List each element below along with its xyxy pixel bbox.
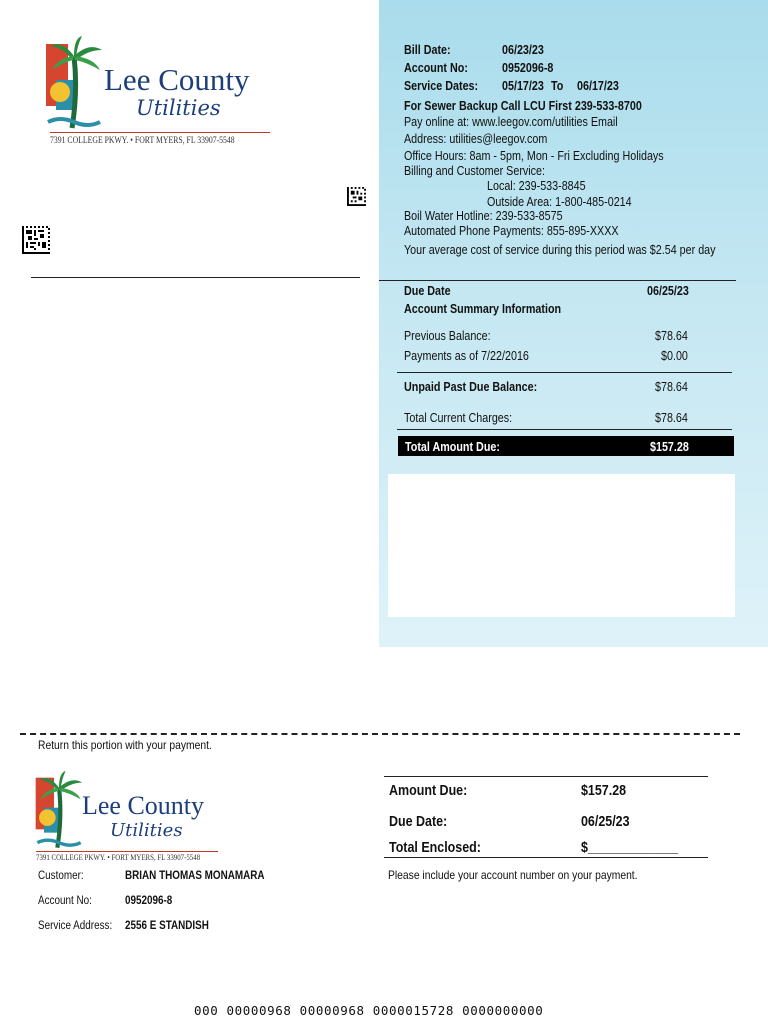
datamatrix-code-icon xyxy=(22,226,50,254)
summary-bottom-rule xyxy=(397,429,732,430)
logo-divider-small xyxy=(36,851,218,852)
address-window-divider xyxy=(31,277,360,278)
logo-subtitle: Utilities xyxy=(136,96,221,120)
tear-off-line xyxy=(20,733,740,735)
summary-mid-rule xyxy=(397,372,732,373)
automated-payments-phone: Automated Phone Payments: 855-895-XXXX xyxy=(404,224,619,238)
average-cost-note: Your average cost of service during this period was $2.54 per day xyxy=(404,243,716,257)
email-address-info: Address: utilities@leegov.com xyxy=(404,132,548,146)
account-number-label: Account No: xyxy=(404,61,468,75)
total-amount-due-label: Total Amount Due: xyxy=(405,440,500,454)
unpaid-balance-value: $78.64 xyxy=(655,380,688,394)
bill-date-label: Bill Date: xyxy=(404,43,451,57)
unpaid-balance-label: Unpaid Past Due Balance: xyxy=(404,380,538,394)
logo-address-small: 7391 COLLEGE PKWY. • FORT MYERS, FL 33907-5548 xyxy=(36,853,201,862)
account-number-value: 0952096-8 xyxy=(502,61,554,75)
ocr-scanline: 000 00000968 00000968 0000015728 0000000000 xyxy=(194,1003,544,1018)
outside-area-phone: Outside Area: 1-800-485-0214 xyxy=(487,195,632,209)
pay-online-info: Pay online at: www.leegov.com/utilities Email xyxy=(404,115,618,129)
stub-amount-due-value: $157.28 xyxy=(581,783,627,799)
palm-tree-logo-icon xyxy=(34,771,84,851)
due-date-value: 06/25/23 xyxy=(647,284,689,298)
return-portion-note: Return this portion with your payment. xyxy=(38,738,212,752)
boil-water-hotline: Boil Water Hotline: 239-533-8575 xyxy=(404,209,563,223)
logo-subtitle-small: Utilities xyxy=(110,820,183,841)
local-phone: Local: 239-533-8845 xyxy=(487,179,586,193)
current-charges-value: $78.64 xyxy=(655,411,688,425)
office-hours-info: Office Hours: 8am - 5pm, Mon - Fri Excluding Holidays xyxy=(404,149,664,163)
stub-account-label: Account No: xyxy=(38,895,92,907)
bill-date-value: 06/23/23 xyxy=(502,43,544,57)
stub-due-date-label: Due Date: xyxy=(389,814,448,830)
service-end-date: 06/17/23 xyxy=(577,79,619,93)
datamatrix-code-icon xyxy=(347,187,366,206)
account-summary-heading: Account Summary Information xyxy=(404,302,562,316)
service-dates-label: Service Dates: xyxy=(404,79,479,93)
total-enclosed-label: Total Enclosed: xyxy=(389,840,481,856)
total-enclosed-field: $_____________ xyxy=(581,840,679,856)
lee-county-logo-small xyxy=(34,771,224,863)
stub-account-number: 0952096-8 xyxy=(125,895,173,907)
logo-title: Lee County xyxy=(104,62,250,97)
logo-divider xyxy=(50,132,270,133)
due-date-label: Due Date xyxy=(404,284,451,298)
stub-due-date-value: 06/25/23 xyxy=(581,814,630,830)
current-charges-label: Total Current Charges: xyxy=(404,411,513,425)
previous-balance-label: Previous Balance: xyxy=(404,329,491,343)
payments-label: Payments as of 7/22/2016 xyxy=(404,349,529,363)
stub-amount-due-label: Amount Due: xyxy=(389,783,468,799)
summary-top-rule xyxy=(379,280,736,281)
service-start-date: 05/17/23 xyxy=(502,79,544,93)
customer-name: BRIAN THOMAS MONAMARA xyxy=(125,870,265,882)
payments-value: $0.00 xyxy=(661,349,688,363)
stub-amount-top-rule xyxy=(384,776,708,777)
customer-label: Customer: xyxy=(38,870,84,882)
total-amount-due-value: $157.28 xyxy=(650,440,689,454)
previous-balance-value: $78.64 xyxy=(655,329,688,343)
palm-tree-logo-icon xyxy=(44,36,104,132)
message-box xyxy=(388,474,735,617)
sewer-backup-notice: For Sewer Backup Call LCU First 239-533-8700 xyxy=(404,99,642,113)
include-account-note: Please include your account number on your payment. xyxy=(388,868,638,882)
service-address-label: Service Address: xyxy=(38,920,113,932)
logo-title-small: Lee County xyxy=(82,791,205,820)
stub-amount-bottom-rule xyxy=(384,857,708,858)
billing-service-heading: Billing and Customer Service: xyxy=(404,164,546,178)
service-address-value: 2556 E STANDISH xyxy=(125,920,209,932)
lee-county-logo xyxy=(44,36,274,148)
service-dates-to: To xyxy=(551,79,564,93)
logo-address: 7391 COLLEGE PKWY. • FORT MYERS, FL 33907-5548 xyxy=(50,135,235,145)
